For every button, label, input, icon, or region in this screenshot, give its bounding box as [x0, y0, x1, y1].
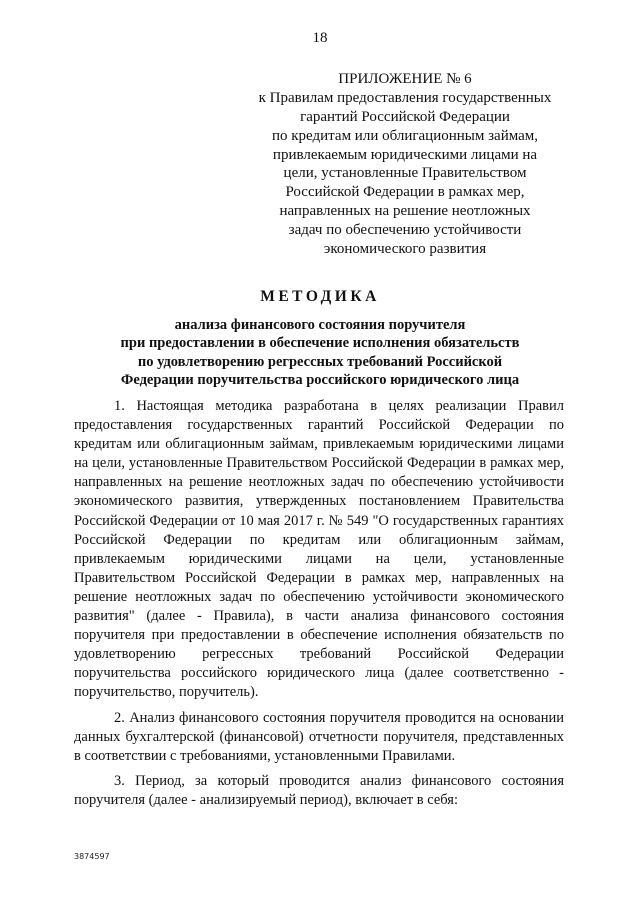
page-number: 18 [312, 30, 328, 46]
appendix-line: к Правилам предоставления государственных [258, 90, 552, 107]
document-subtitle [60, 316, 580, 390]
appendix-title: ПРИЛОЖЕНИЕ № 6 [338, 71, 472, 87]
appendix-line: цели, установленные Правительством [283, 165, 527, 182]
document-title: МЕТОДИКА [260, 288, 380, 305]
appendix-line: экономического развития [323, 240, 487, 257]
subtitle-line: по удовлетворению регрессных требований Российской [137, 353, 503, 370]
paragraph-1: 1. Настоящая методика разработана в целях реализации Правил предоставления государственных гарантий Российской Федерации по кредитам или облигационным займам, привлекаемым юридическими лицами на цели, установленные Правительством Российской Федерации в рамках мер, направленных на решение неотложных задач по обеспечению устойчивости экономического развития, утвержденных постановлением Правительства Российской Федерации от 10 мая 2017 г. № 549 "О государственных гарантиях Российской Федерации по кредитам или облигационным займам, привлекаемым юридическими лицами на цели, установленные Правительством Российской Федерации в рамках мер, направленных на решение неотложных задач по обеспечению устойчивости экономического развития" (далее - Правила), в части анализа финансового состояния поручителя при предоставлении в обеспечение исполнения обязательств по удовлетворению регрессных требований Российской Федерации поручительства российского юридического лица (далее соответственно - поручительство, поручитель). [74, 398, 564, 701]
subtitle-line: Федерации поручительства российского юридического лица [120, 372, 520, 389]
appendix-line: гарантий Российской Федерации [300, 109, 510, 126]
paragraph-2: 2. Анализ финансового состояния поручителя проводится на основании данных бухгалтерской (финансовой) отчетности поручителя, представленных в соответствии с требованиями, установленными Правилами. [74, 709, 564, 764]
appendix-line: привлекаемым юридическими лицами на [272, 146, 538, 163]
appendix-line: задач по обеспечению устойчивости [288, 221, 522, 238]
document-body [74, 397, 564, 816]
footer-document-code: 3874597 [74, 852, 110, 861]
appendix-line: по кредитам или облигационным займам, [271, 127, 539, 144]
appendix-line: направленных на решение неотложных [279, 203, 531, 220]
appendix-line: Российской Федерации в рамках мер, [285, 184, 525, 201]
subtitle-line: при предоставлении в обеспечение исполнения обязательств [120, 335, 520, 352]
subtitle-line: анализа финансового состояния поручителя [174, 317, 466, 333]
appendix-block [250, 70, 560, 258]
paragraph-3: 3. Период, за который проводится анализ финансового состояния поручителя (далее - анализируемый период), включает в себя: [74, 772, 564, 808]
